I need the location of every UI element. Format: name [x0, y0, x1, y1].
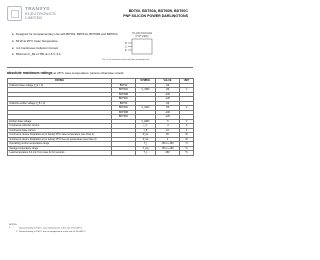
rating-cell: Collector-base voltage (I_E = 0) [8, 83, 112, 88]
device-cell [112, 151, 136, 156]
device-cell: BDT60 [112, 101, 136, 106]
symbol-cell: V_EBO [136, 119, 156, 124]
symbol-cell: V_CEO [136, 106, 156, 111]
value-cell: -65 to +150 [156, 146, 180, 151]
document-subtitle: PNP SILICON POWER DARLINGTONS [123, 13, 188, 18]
document-header [123, 9, 188, 19]
symbol-cell: I_C [136, 124, 156, 129]
unit-cell: W [180, 137, 194, 142]
symbol-cell: V_CBO [136, 88, 156, 93]
pin-label: E [125, 49, 127, 52]
unit-cell: W [180, 133, 194, 138]
rating-cell: Continuous collector current [8, 124, 112, 129]
value-cell: -4 [156, 124, 180, 129]
value-cell: -0.1 [156, 128, 180, 133]
logo-tag: LIMITED [25, 14, 43, 20]
rating-cell: Lead temperature 3.2 mm from case for 10 seconds [8, 151, 112, 156]
feature-item: ● 50 W at 25°C Case Temperature [12, 38, 58, 43]
feature-item: ● Minimum h_FE of 750 at 1.5 V, 3 A [12, 52, 61, 57]
pin-label: B [125, 42, 127, 45]
package-view: (TOP VIEW) [135, 34, 149, 38]
column-header: SYMBOL [136, 79, 156, 84]
pin-note: Pin 2 is in electrical contact with the mounting base. [102, 59, 150, 61]
value-cell: -120 [156, 97, 180, 102]
value-cell: -100 [156, 110, 180, 115]
ratings-title: absolute maximum ratings at 25°C case temperature (unless otherwise noted) [7, 71, 124, 75]
rating-cell: Storage temperature range [8, 146, 112, 151]
bullet-icon: ● [12, 32, 14, 36]
part-numbers: BDT60, BDT60A, BDT60B, BDT60C [128, 9, 188, 13]
value-cell: 2 [156, 137, 180, 142]
bullet-icon: ● [12, 45, 14, 50]
value-cell: -120 [156, 115, 180, 120]
symbol-cell: T_L [136, 151, 156, 156]
value-cell: -5 [156, 119, 180, 124]
notes [9, 224, 86, 234]
feature-item: ● 4 A Continuous Collector Current [12, 45, 59, 50]
device-cell: BDT60C [112, 97, 136, 102]
value-cell: -100 [156, 92, 180, 97]
package-name: TO-220 PACKAGE [131, 32, 153, 35]
unit-cell: V [180, 119, 194, 124]
table-row [8, 151, 194, 156]
note: 2.Derate linearly to 150°C free air temperature at the rate of 16 mW/°C. [16, 230, 87, 233]
unit-cell: A [180, 124, 194, 129]
ratings-table [7, 78, 194, 156]
rating-cell: Emitter-base voltage [8, 119, 112, 124]
bullet-icon: ● [12, 52, 14, 57]
unit-cell: °C [180, 142, 194, 147]
value-cell: -80 [156, 106, 180, 111]
unit-cell: °C [180, 146, 194, 151]
feature-item: ● Designed for Complementary Use with BDT61, BDT61A, BDT61B and BDT61C [12, 32, 118, 36]
symbol-cell: P_tot [136, 133, 156, 138]
unit-cell: °C [180, 151, 194, 156]
package-outline-icon [124, 37, 160, 57]
device-cell: BDT60A [112, 106, 136, 111]
rating-cell: Continuous device dissipation at (or below) 25°C free air temperature (see Note 2) [8, 137, 112, 142]
pin-label: C [125, 45, 127, 49]
company-logo [7, 6, 56, 21]
value-cell: -60 [156, 101, 180, 106]
symbol-cell: I_B [136, 128, 156, 133]
logo-text [25, 7, 56, 20]
symbol-cell: P_tot [136, 137, 156, 142]
unit-cell: V [180, 88, 194, 93]
rating-cell: Operating junction temperature range [8, 142, 112, 147]
device-cell: BDT60A [112, 88, 136, 93]
column-header: UNIT [180, 79, 194, 84]
unit-cell: A [180, 128, 194, 133]
value-cell: -80 [156, 88, 180, 93]
bullet-icon: ● [12, 38, 14, 43]
logo-sub: ELECTRONICS [25, 10, 56, 16]
symbol-cell: T_j [136, 142, 156, 147]
device-cell: BDT60 [112, 83, 136, 88]
device-cell: BDT60B [112, 92, 136, 97]
feature-list [12, 33, 118, 60]
section-divider [7, 67, 193, 68]
rating-cell: Continuous device dissipation at (or below) 25°C case temperature (see Note 1) [8, 133, 112, 138]
ratings-condition: at 25°C case temperature (unless otherwise noted) [53, 71, 124, 75]
note: NOTES: 1. Derate linearly to 150°C case temperature at the rate of 0.4 W/°C. [9, 224, 83, 230]
logo-mark-icon [7, 6, 22, 21]
rating-cell: Continuous base current [8, 128, 112, 133]
value-cell: -65 to +150 [156, 142, 180, 147]
value-cell: -60 [156, 83, 180, 88]
rating-cell: Collector-emitter voltage (I_B = 0) [8, 101, 112, 106]
device-cell: BDT60B [112, 110, 136, 115]
value-cell: 50 [156, 133, 180, 138]
device-cell: BDT60C [112, 115, 136, 120]
symbol-cell: T_stg [136, 146, 156, 151]
column-header: VALUE [156, 79, 180, 84]
value-cell: 260 [156, 151, 180, 156]
unit-cell: V [180, 106, 194, 111]
column-header: RATING [8, 79, 112, 84]
logo-name: TRANSYS [25, 6, 50, 12]
